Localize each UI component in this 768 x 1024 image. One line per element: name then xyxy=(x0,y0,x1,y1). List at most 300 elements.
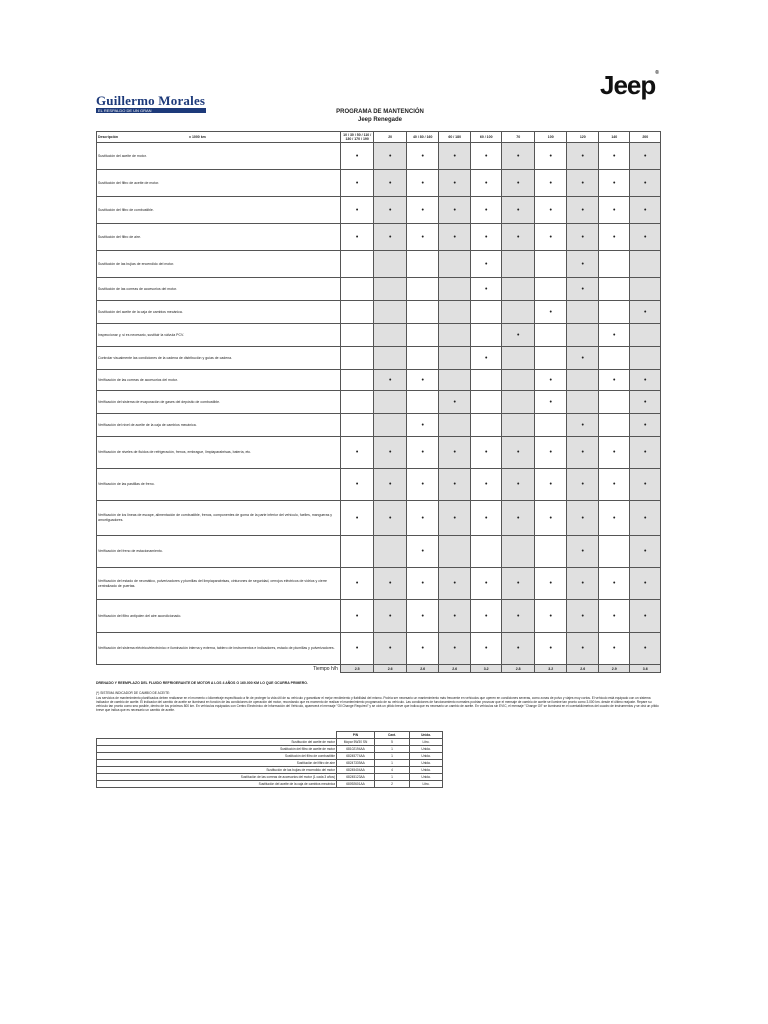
interval-mark xyxy=(470,536,502,568)
task-description: Verificación del sistema eléctrico/electrónico e iluminación interna y externa, tablero de instrumentos e indicadores, estado de plumillas y pulverizadores. xyxy=(97,633,341,665)
interval-mark xyxy=(340,251,374,278)
task-description: Verificación de las correas de accesorios del motor. xyxy=(97,370,341,391)
interval-mark: • xyxy=(470,633,502,665)
parts-header-blank xyxy=(97,732,337,739)
schedule-row xyxy=(97,600,661,633)
interval-mark: • xyxy=(406,170,439,197)
interval-mark: • xyxy=(340,633,374,665)
interval-mark: • xyxy=(567,501,599,536)
interval-mark: • xyxy=(502,600,535,633)
interval-mark: • xyxy=(374,469,407,501)
interval-mark: • xyxy=(534,301,567,324)
time-value: 2.8 xyxy=(502,665,535,673)
interval-mark: • xyxy=(470,278,502,301)
interval-mark xyxy=(502,278,535,301)
part-description: Sustitución de las bujías de encendido del motor xyxy=(97,767,337,774)
part-description: Sustitución del aceite de la caja de cambios mecánica xyxy=(97,781,337,788)
time-value: 3.6 xyxy=(630,665,661,673)
schedule-row xyxy=(97,414,661,437)
interval-mark xyxy=(598,251,630,278)
part-quantity: 5 xyxy=(375,739,410,746)
interval-mark: • xyxy=(630,391,661,414)
schedule-row xyxy=(97,391,661,414)
interval-mark xyxy=(374,324,407,347)
schedule-row xyxy=(97,301,661,324)
part-quantity: 1 xyxy=(375,746,410,753)
task-description: Verificación del filtro antipolen del aire acondicionado. xyxy=(97,600,341,633)
time-label: Tiempo h/h xyxy=(97,665,341,673)
header-description xyxy=(97,132,341,143)
header-unit-label: x 1000 km xyxy=(189,135,206,139)
interval-mark: • xyxy=(502,324,535,347)
interval-mark: • xyxy=(598,197,630,224)
interval-mark: • xyxy=(567,278,599,301)
task-description: Verificación del freno de estacionamiento. xyxy=(97,536,341,568)
interval-mark: • xyxy=(470,501,502,536)
interval-mark xyxy=(630,324,661,347)
interval-mark: • xyxy=(439,224,471,251)
interval-mark: • xyxy=(340,197,374,224)
interval-mark xyxy=(340,414,374,437)
task-description: Verificación del sistema de evaporación de gases del depósito de combustible. xyxy=(97,391,341,414)
interval-mark: • xyxy=(340,501,374,536)
task-description: Verificación del estado de neumático, pulverizadores y plumillas del limpiaparabrisas, cinturones de seguridad, cerrojos eléctricos de vidrios y cierre centralizado de puertas. xyxy=(97,568,341,600)
interval-mark: • xyxy=(567,469,599,501)
part-unit: Unida. xyxy=(410,760,443,767)
interval-mark xyxy=(598,391,630,414)
part-number: 68245404AA xyxy=(337,767,375,774)
task-description: Sustitución del filtro de combustible. xyxy=(97,197,341,224)
interval-mark xyxy=(406,324,439,347)
interval-mark: • xyxy=(406,633,439,665)
part-description: Sustitución de las correas de accesorios del motor (1 cada 3 años) xyxy=(97,774,337,781)
interval-mark: • xyxy=(340,437,374,469)
jeep-logo xyxy=(600,70,659,101)
interval-mark xyxy=(374,536,407,568)
interval-mark xyxy=(598,278,630,301)
interval-mark: • xyxy=(630,370,661,391)
interval-mark: • xyxy=(374,568,407,600)
interval-mark: • xyxy=(470,469,502,501)
interval-mark xyxy=(470,414,502,437)
interval-mark xyxy=(630,347,661,370)
interval-mark xyxy=(534,347,567,370)
part-unit: Litro. xyxy=(410,781,443,788)
interval-mark: • xyxy=(502,469,535,501)
interval-mark: • xyxy=(534,197,567,224)
part-quantity: 1 xyxy=(375,753,410,760)
interval-mark: • xyxy=(502,501,535,536)
interval-mark xyxy=(406,391,439,414)
interval-mark xyxy=(598,347,630,370)
part-quantity: 1 xyxy=(375,774,410,781)
interval-mark: • xyxy=(470,600,502,633)
oil-indicator-title: (*) SISTEMA INDICADOR DE CAMBIO DE ACEITE: xyxy=(96,691,171,695)
interval-mark: • xyxy=(534,143,567,170)
interval-mark: • xyxy=(598,324,630,347)
interval-mark xyxy=(630,278,661,301)
task-description: Sustitución del aceite de la caja de cambios mecánica. xyxy=(97,301,341,324)
interval-mark: • xyxy=(406,370,439,391)
header-desc-label: Descripción xyxy=(98,135,119,139)
interval-mark: • xyxy=(534,600,567,633)
interval-mark: • xyxy=(502,568,535,600)
interval-mark xyxy=(439,251,471,278)
schedule-row xyxy=(97,370,661,391)
interval-mark: • xyxy=(406,501,439,536)
interval-mark: • xyxy=(406,143,439,170)
interval-mark xyxy=(502,251,535,278)
interval-mark xyxy=(470,324,502,347)
interval-mark: • xyxy=(630,536,661,568)
interval-mark xyxy=(340,347,374,370)
interval-mark: • xyxy=(534,391,567,414)
header-interval: 60 / 100 xyxy=(470,132,502,143)
interval-mark: • xyxy=(340,224,374,251)
interval-mark xyxy=(340,391,374,414)
interval-mark: • xyxy=(630,143,661,170)
interval-mark: • xyxy=(502,170,535,197)
time-value: 2.9 xyxy=(598,665,630,673)
interval-mark: • xyxy=(374,501,407,536)
schedule-row xyxy=(97,224,661,251)
interval-mark: • xyxy=(470,224,502,251)
schedule-row xyxy=(97,347,661,370)
interval-mark xyxy=(374,391,407,414)
interval-mark: • xyxy=(374,600,407,633)
interval-mark xyxy=(567,324,599,347)
maintenance-schedule-table xyxy=(96,131,661,673)
dealer-name: Guillermo Morales xyxy=(96,93,206,108)
interval-mark xyxy=(340,278,374,301)
header-interval: 70 xyxy=(502,132,535,143)
interval-mark: • xyxy=(598,437,630,469)
interval-mark xyxy=(630,251,661,278)
parts-row xyxy=(97,774,443,781)
interval-mark xyxy=(470,391,502,414)
interval-mark: • xyxy=(406,224,439,251)
part-quantity: 1 xyxy=(375,760,410,767)
header-interval: 10 / 30 / 50 / 110 / 130 / 170 / 190 xyxy=(340,132,374,143)
header-interval: 120 xyxy=(567,132,599,143)
interval-mark xyxy=(534,278,567,301)
time-value: 2.6 xyxy=(439,665,471,673)
interval-mark: • xyxy=(374,170,407,197)
interval-mark: • xyxy=(502,437,535,469)
interval-mark: • xyxy=(630,600,661,633)
parts-table xyxy=(96,731,443,788)
interval-mark xyxy=(534,414,567,437)
interval-mark: • xyxy=(567,568,599,600)
interval-mark: • xyxy=(534,224,567,251)
interval-mark: • xyxy=(470,568,502,600)
interval-mark: • xyxy=(502,224,535,251)
interval-mark xyxy=(374,278,407,301)
interval-mark: • xyxy=(340,170,374,197)
schedule-row xyxy=(97,170,661,197)
interval-mark: • xyxy=(470,347,502,370)
interval-mark xyxy=(406,347,439,370)
interval-mark xyxy=(502,536,535,568)
time-value: 2.6 xyxy=(567,665,599,673)
part-unit: Unida. xyxy=(410,746,443,753)
interval-mark: • xyxy=(374,437,407,469)
header-interval: 140 xyxy=(598,132,630,143)
interval-mark xyxy=(598,414,630,437)
interval-mark xyxy=(439,536,471,568)
schedule-row xyxy=(97,568,661,600)
interval-mark xyxy=(534,324,567,347)
part-number: 68245123AA xyxy=(337,774,375,781)
interval-mark: • xyxy=(439,633,471,665)
interval-mark: • xyxy=(630,197,661,224)
interval-mark: • xyxy=(470,143,502,170)
task-description: Verificación de niveles de fluidos de refrigeración, frenos, embrague, limpiaparabrisas, batería, etc. xyxy=(97,437,341,469)
schedule-row xyxy=(97,469,661,501)
interval-mark xyxy=(598,536,630,568)
interval-mark xyxy=(439,278,471,301)
interval-mark: • xyxy=(630,437,661,469)
interval-mark: • xyxy=(534,501,567,536)
interval-mark xyxy=(534,251,567,278)
interval-mark: • xyxy=(502,197,535,224)
task-description: Sustitución del aceite de motor. xyxy=(97,143,341,170)
interval-mark xyxy=(502,301,535,324)
interval-mark xyxy=(340,324,374,347)
parts-header: Unida. xyxy=(410,732,443,739)
interval-mark: • xyxy=(439,197,471,224)
interval-mark: • xyxy=(630,633,661,665)
parts-row xyxy=(97,753,443,760)
time-value: 3.2 xyxy=(470,665,502,673)
interval-mark: • xyxy=(630,469,661,501)
page-title: PROGRAMA DE MANTENCIÓN xyxy=(336,109,424,115)
interval-mark: • xyxy=(439,568,471,600)
interval-mark: • xyxy=(598,633,630,665)
interval-mark xyxy=(470,370,502,391)
parts-row xyxy=(97,739,443,746)
interval-mark: • xyxy=(567,536,599,568)
interval-mark: • xyxy=(470,437,502,469)
interval-mark: • xyxy=(567,633,599,665)
interval-mark: • xyxy=(470,251,502,278)
interval-mark: • xyxy=(374,633,407,665)
schedule-row xyxy=(97,143,661,170)
interval-mark: • xyxy=(567,600,599,633)
interval-mark: • xyxy=(340,568,374,600)
time-value: 2.6 xyxy=(406,665,439,673)
interval-mark xyxy=(439,324,471,347)
interval-mark: • xyxy=(439,600,471,633)
interval-mark: • xyxy=(567,197,599,224)
interval-mark xyxy=(567,391,599,414)
interval-mark: • xyxy=(406,197,439,224)
time-value: 2.6 xyxy=(374,665,407,673)
interval-mark: • xyxy=(567,347,599,370)
parts-header: P/N xyxy=(337,732,375,739)
interval-mark: • xyxy=(340,469,374,501)
header-interval: 100 xyxy=(534,132,567,143)
interval-mark: • xyxy=(439,143,471,170)
parts-row xyxy=(97,760,443,767)
part-number: 68102194AA xyxy=(337,746,375,753)
interval-mark: • xyxy=(439,501,471,536)
interval-mark xyxy=(502,347,535,370)
schedule-row xyxy=(97,197,661,224)
part-description: Sustitución del filtro de combustible xyxy=(97,753,337,760)
interval-mark xyxy=(406,278,439,301)
interval-mark xyxy=(374,301,407,324)
interval-mark: • xyxy=(374,370,407,391)
parts-row xyxy=(97,746,443,753)
interval-mark: • xyxy=(598,170,630,197)
interval-mark: • xyxy=(567,143,599,170)
interval-mark: • xyxy=(598,469,630,501)
dealer-logo xyxy=(96,94,206,113)
interval-mark: • xyxy=(406,469,439,501)
header-interval: 200 xyxy=(630,132,661,143)
time-value: 2.5 xyxy=(340,665,374,673)
interval-mark: • xyxy=(374,224,407,251)
task-description: Verificación del nivel de aceite de la caja de cambios mecánica. xyxy=(97,414,341,437)
interval-mark: • xyxy=(406,600,439,633)
task-description: Inspeccionar y, si es necesario, sustituir la válvula PCV. xyxy=(97,324,341,347)
interval-mark: • xyxy=(598,370,630,391)
interval-mark xyxy=(374,347,407,370)
interval-mark: • xyxy=(567,251,599,278)
part-number: 68247339AA xyxy=(337,760,375,767)
interval-mark: • xyxy=(567,414,599,437)
part-description: Sustitución del filtro de aceite de motor xyxy=(97,746,337,753)
interval-mark xyxy=(439,414,471,437)
interval-mark xyxy=(502,370,535,391)
schedule-row xyxy=(97,501,661,536)
interval-mark: • xyxy=(534,469,567,501)
header-interval: 40 / 80 / 160 xyxy=(406,132,439,143)
interval-mark: • xyxy=(567,170,599,197)
part-unit: Unida. xyxy=(410,753,443,760)
task-description: Sustitución de las correas de accesorios del motor. xyxy=(97,278,341,301)
header-interval: 60 / 180 xyxy=(439,132,471,143)
interval-mark: • xyxy=(534,370,567,391)
coolant-note: DRENADO Y REEMPLAZO DEL FLUIDO REFRIGERANTE DE MOTOR A LOS 4 AÑOS O 160.000 KM LO QUE OCURRA PRIMERO. xyxy=(96,681,308,685)
parts-header: Cant. xyxy=(375,732,410,739)
interval-mark: • xyxy=(340,600,374,633)
oil-indicator-text: Los servicios de mantenimiento planificados deben realizarse en el momento o kilometraje especificado a fin de proteger la vida útil de su vehículo y garantizar el mejor rendimiento y fiabilidad del mismo. Podría ser necesario un mantenimiento más frecuente en vehículos que operen en condiciones severas, como zonas de polvo y viajes muy cortos. El vehículo está equipado con un sistema indicador de cambio de aceite. El indicador del cambio de aceite se iluminará en función de las condiciones de operación del motor, recordando que es momento de realizar el mantenimiento programado de su vehículo. Las condiciones de funcionamiento normales podrían provocar que el mensaje de cambio de aceite se ilumine tan pronto como 3.000 km. desde el último reajuste. Repare su vehículo tan pronto como sea posible, dentro de los próximos 800 km. En vehículos equipados con Centro Electrónico de Información del Vehículo, aparecerá el mensaje "Oil Change Required" y se oirá un pitido breve que indica que es necesario un cambio de aceite. En vehículos sin EVIC, el mensaje "Change Oil" se iluminará en el cuentakilómetros del cuadro de instrumentos y se oirá un pitido breve que indica que es necesario un cambio de aceite. xyxy=(96,696,659,712)
interval-mark: • xyxy=(630,301,661,324)
interval-mark: • xyxy=(374,197,407,224)
task-description: Verificación de las pastillas de freno. xyxy=(97,469,341,501)
interval-mark: • xyxy=(406,414,439,437)
part-quantity: 2 xyxy=(375,781,410,788)
part-description: Sustitución del filtro de aire xyxy=(97,760,337,767)
schedule-row xyxy=(97,633,661,665)
interval-mark: • xyxy=(470,170,502,197)
interval-mark: • xyxy=(502,143,535,170)
interval-mark: • xyxy=(630,224,661,251)
interval-mark: • xyxy=(340,143,374,170)
interval-mark xyxy=(406,251,439,278)
interval-mark: • xyxy=(534,568,567,600)
interval-mark: • xyxy=(374,143,407,170)
interval-mark xyxy=(406,301,439,324)
interval-mark: • xyxy=(439,391,471,414)
interval-mark xyxy=(340,301,374,324)
schedule-row xyxy=(97,536,661,568)
interval-mark: • xyxy=(406,568,439,600)
part-description: Sustitución del aceite de motor xyxy=(97,739,337,746)
part-unit: Litro. xyxy=(410,739,443,746)
schedule-row xyxy=(97,278,661,301)
interval-mark: • xyxy=(502,633,535,665)
schedule-header-row xyxy=(97,132,661,143)
interval-mark: • xyxy=(406,536,439,568)
task-description: Verificación de los líneas de escape, alimentación de combustible, frenos, componentes de goma de la parte inferior del vehículo, fuelles, mangueras y amortiguadores. xyxy=(97,501,341,536)
interval-mark: • xyxy=(598,568,630,600)
interval-mark: • xyxy=(534,170,567,197)
interval-mark xyxy=(470,301,502,324)
interval-mark: • xyxy=(630,170,661,197)
registered-mark: ® xyxy=(655,70,659,76)
interval-mark xyxy=(567,301,599,324)
page-subtitle: Jeep Renegade xyxy=(357,117,403,123)
jeep-wordmark: Jeep xyxy=(600,70,656,100)
interval-mark xyxy=(439,370,471,391)
time-row xyxy=(97,665,661,673)
task-description: Sustitución de las bujías de encendido del motor. xyxy=(97,251,341,278)
interval-mark xyxy=(374,414,407,437)
interval-mark: • xyxy=(630,414,661,437)
task-description: Sustitución del filtro de aceite de motor. xyxy=(97,170,341,197)
interval-mark xyxy=(534,536,567,568)
schedule-row xyxy=(97,251,661,278)
parts-row xyxy=(97,767,443,774)
interval-mark: • xyxy=(567,437,599,469)
interval-mark xyxy=(502,391,535,414)
part-unit: Unida. xyxy=(410,774,443,781)
interval-mark xyxy=(439,301,471,324)
dealer-tagline: EL RESPALDO DE UN GRAN xyxy=(96,108,206,113)
part-quantity: 4 xyxy=(375,767,410,774)
task-description: Controlar visualmente las condiciones de la cadena de distribución y guías de cadena. xyxy=(97,347,341,370)
interval-mark: • xyxy=(470,197,502,224)
part-number: Mopar 5W30 SN xyxy=(337,739,375,746)
parts-row xyxy=(97,781,443,788)
interval-mark: • xyxy=(534,633,567,665)
part-unit: Unida. xyxy=(410,767,443,774)
interval-mark: • xyxy=(567,224,599,251)
schedule-row xyxy=(97,437,661,469)
interval-mark: • xyxy=(598,224,630,251)
interval-mark: • xyxy=(439,437,471,469)
interval-mark: • xyxy=(630,501,661,536)
part-number: 68245774AA xyxy=(337,753,375,760)
task-description: Sustitución del filtro de aire. xyxy=(97,224,341,251)
interval-mark: • xyxy=(534,437,567,469)
time-value: 3.2 xyxy=(534,665,567,673)
interval-mark: • xyxy=(598,143,630,170)
interval-mark: • xyxy=(598,501,630,536)
interval-mark xyxy=(340,370,374,391)
interval-mark: • xyxy=(439,469,471,501)
schedule-row xyxy=(97,324,661,347)
interval-mark: • xyxy=(630,568,661,600)
interval-mark xyxy=(439,347,471,370)
interval-mark: • xyxy=(598,600,630,633)
interval-mark xyxy=(598,301,630,324)
part-number: 68092601AA xyxy=(337,781,375,788)
interval-mark xyxy=(340,536,374,568)
